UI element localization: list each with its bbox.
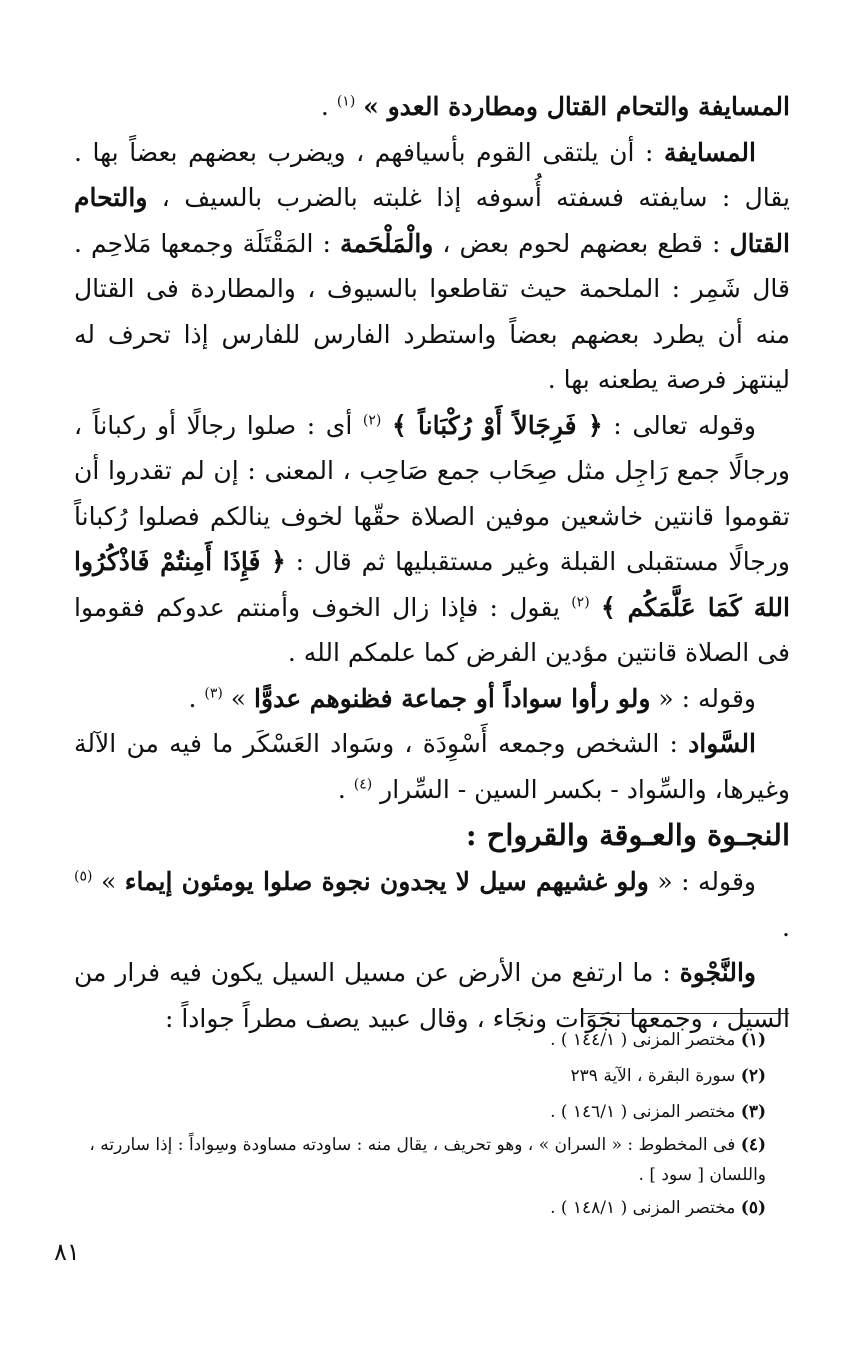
footnote-ref-4[interactable]: (٤) xyxy=(353,776,373,793)
footnote-ref-2a[interactable]: (٢) xyxy=(362,412,382,429)
footnote-number: (٤) xyxy=(740,1135,766,1155)
footnote-ref-3[interactable]: (٣) xyxy=(204,685,223,702)
footnote-5 xyxy=(60,1190,766,1226)
p2-text-2: : قطع بعضهم لحوم بعض ، xyxy=(433,228,730,258)
p4-text-2: » xyxy=(222,683,255,713)
p2-text-1: : أن يلتقى القوم بأسيافهم ، ويضرب بعضهم بعضاً بها . يقال : سايفته فسفته أُسوفه إذا غلبته بالضرب بالسيف ، xyxy=(74,137,790,212)
term-musayafa: المسايفة xyxy=(664,137,756,167)
footnote-text: مختصر المزنى ( ١٤٤/١ ) . xyxy=(550,1030,741,1050)
p1-end: . xyxy=(320,92,337,121)
footnote-divider xyxy=(583,1013,789,1014)
footnote-text: سورة البقرة ، الآية ٢٣٩ xyxy=(570,1066,741,1086)
main-text xyxy=(74,84,790,1041)
term-iltiham: والتحام القتال xyxy=(74,183,790,258)
footnote-number: (٢) xyxy=(740,1066,766,1086)
page-number: ٨١ xyxy=(54,1238,80,1266)
footnote-text: فى المخطوط : « السران » ، وهو تحريف ، يقال منه : ساودته مساودة وسِواداً : إذا ساررته ، واللسان [ سود ] . xyxy=(89,1135,766,1185)
footnote-text: مختصر المزنى ( ١٤٨/١ ) . xyxy=(550,1198,741,1218)
footnote-number: (١) xyxy=(740,1030,766,1050)
footnote-3 xyxy=(60,1094,766,1130)
paragraph-3 xyxy=(74,403,790,676)
footnote-ref-2b[interactable]: (٢) xyxy=(571,594,590,611)
p4-text-1: وقوله : « xyxy=(650,683,756,713)
p5-text-1: : الشخص وجمعه أَسْوِدَة ، وسَواد العَسْكَر ما فيه من الآلة وغيرها، والسِّواد - بكسر السين - السِّرار xyxy=(74,729,790,804)
p4-quote: ولو رأوا سواداً أو جماعة فظنوهم عدوًّا xyxy=(254,683,651,713)
paragraph-1 xyxy=(74,84,790,130)
footnote-2 xyxy=(60,1058,766,1094)
footnote-number: (٥) xyxy=(740,1198,766,1218)
paragraph-4 xyxy=(74,676,790,722)
p3-text-1: وقوله تعالى : xyxy=(602,410,757,440)
footnote-text: مختصر المزنى ( ١٤٦/١ ) . xyxy=(550,1102,741,1122)
p5-end: . xyxy=(337,774,354,804)
p2-text-3: : المَقْتَلَة وجمعها مَلاحِم . قال شَمِر : الملحمة حيث تقاطعوا بالسيوف ، والمطاردة فى القتال منه أن يطرد بعضهم بعضاً واستطرد الفارس للفارس إذا تحرف له لينتهز فرصة يطعنه بها . xyxy=(74,228,790,394)
p1-text: المسايفة والتحام القتال ومطاردة العدو » xyxy=(363,92,790,121)
footnote-number: (٣) xyxy=(740,1102,766,1122)
p6-text-2: » xyxy=(92,867,125,896)
term-sawad: السَّواد xyxy=(688,729,756,758)
p6-end: . xyxy=(782,912,790,942)
footnote-4 xyxy=(60,1130,766,1190)
p3-text-2: أى : صلوا رجالًا أو ركباناً ، ورجالًا جمع رَاجِل مثل صِحَاب جمع صَاحِب ، المعنى : إن لم تقدروا أن تقوموا قانتين خاشعين موفين الصلاة حقّها لخوف ينالكم فصلوا رُكباناً ورجالًا مستقبلى القبلة وغير مستقبليها ثم قال : xyxy=(74,410,790,576)
p3-text-3: يقول : فإذا زال الخوف وأمنتم عدوكم فقوموا فى الصلاة قانتين مؤدين الفرض كما علمكم الله . xyxy=(74,592,790,667)
footnote-ref-5[interactable]: (٥) xyxy=(74,868,93,885)
term-malhama: والْمَلْحَمة xyxy=(339,228,434,258)
footnote-1 xyxy=(60,1022,766,1058)
section-heading: النجـوة والعـوقة والقرواح : xyxy=(465,818,790,852)
p4-end: . xyxy=(188,683,205,713)
p6-text-1: وقوله : « xyxy=(648,867,756,896)
paragraph-5 xyxy=(74,721,790,812)
paragraph-6 xyxy=(74,859,790,950)
quran-verse-2: ﴿ فَإِذَا أَمِنتُمْ فَاذْكُرُوا اللهَ كَمَا عَلَّمَكُم ﴾ xyxy=(74,547,790,622)
quran-verse-1: ﴿ فَرِجَالاً أَوْ رُكْبَاناً ﴾ xyxy=(392,410,603,440)
footnotes xyxy=(60,1022,766,1226)
p7-text: : ما ارتفع من الأرض عن مسيل السيل يكون فيه فرار من السيل ، وجمعها نجَوَات ونجَاء ، وقال عبيد يصف مطراً جواداً : xyxy=(74,958,790,1033)
paragraph-2 xyxy=(74,130,790,403)
term-najwa: والنَّجْوة xyxy=(679,958,756,987)
footnote-ref-1[interactable]: (١) xyxy=(336,93,356,110)
p6-quote: ولو غشيهم سيل لا يجدون نجوة صلوا يومئون إيماء xyxy=(124,867,649,896)
